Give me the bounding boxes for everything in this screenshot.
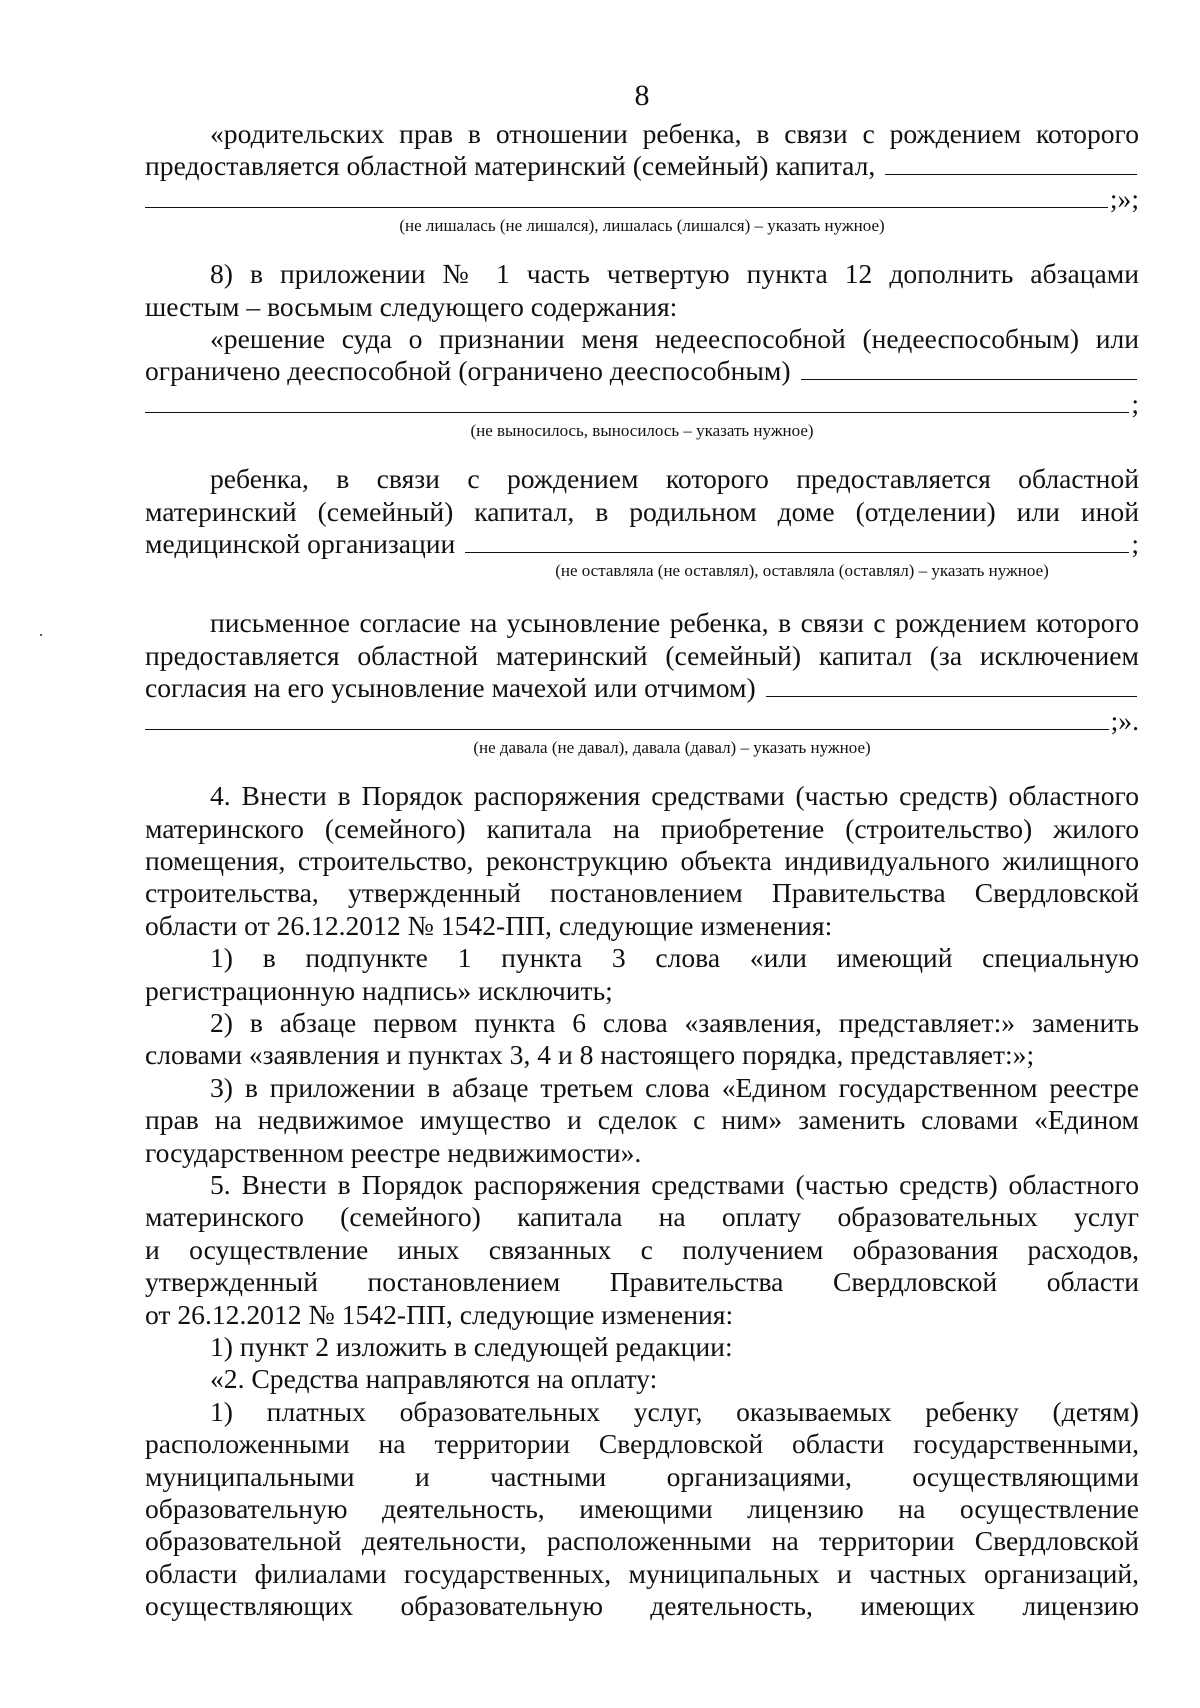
text-line: образовательную деятельность, имеющими лицензию на осуществление [145, 1493, 1139, 1525]
field-hint: (не давала (не давал), давала (давал) – указать нужное) [473, 738, 871, 758]
text-line-with-blank [145, 528, 1139, 560]
text-line: области филиалами государственных, муниципальных и частных организаций, [145, 1557, 1139, 1589]
text-line: осуществляющих образовательную деятельность, имеющих лицензию [145, 1590, 1139, 1622]
text-line: «решение суда о признании меня недееспособной (недееспособным) или [210, 323, 1139, 355]
section-4 [145, 780, 1139, 1169]
text-line-with-blank [145, 150, 1139, 182]
text-line-with-blank [145, 355, 1139, 387]
field-hint: (не оставляла (не оставлял), оставляла (оставлял) – указать нужное) [555, 561, 1049, 581]
text-line: регистрационную надпись» исключить; [145, 974, 613, 1006]
text-line: 2) в абзаце первом пункта 6 слова «заявления, представляет:» заменить [210, 1006, 1139, 1038]
text-line: строительства, утвержденный постановлением Правительства Свердловской [145, 877, 1139, 909]
text-line-with-blank [145, 672, 1139, 704]
text-line: государственном реестре недвижимости». [145, 1136, 642, 1168]
text-line: предоставляется областной материнский (семейный) капитал (за исключением [145, 639, 1139, 671]
blank-line [801, 378, 1137, 380]
text-line: материнского (семейного) капитала на оплату образовательных услуг [145, 1201, 1139, 1233]
text-fragment: ограничено дееспособной (ограничено дееспособным) [145, 355, 791, 387]
text-line: ребенка, в связи с рождением которого предоставляется областной [210, 463, 1139, 495]
blank-line [145, 411, 1129, 413]
text-fragment: медицинской организации [145, 528, 456, 560]
text-line: и осуществление иных связанных с получением образования расходов, [145, 1233, 1139, 1265]
text-fragment: предоставляется областной материнский (семейный) капитал, [145, 150, 876, 182]
text-line: 5. Внести в Порядок распоряжения средствами (частью средств) областного [210, 1168, 1139, 1200]
text-line: муниципальными и частными организациями, осуществляющими [145, 1460, 1139, 1492]
blank-line [465, 551, 1129, 553]
text-line: 1) пункт 2 изложить в следующей редакции: [210, 1331, 733, 1362]
text-line: 3) в приложении в абзаце третьем слова «Едином государственном реестре [210, 1071, 1139, 1103]
blank-row [145, 705, 1139, 737]
document-body [145, 118, 1139, 1623]
line-ending: ; [1131, 528, 1139, 560]
text-line: письменное согласие на усыновление ребенка, в связи с рождением которого [210, 607, 1139, 639]
field-hint: (не лишалась (не лишался), лишалась (лишался) – указать нужное) [399, 216, 885, 236]
text-line: 1) платных образовательных услуг, оказываемых ребенку (детям) [210, 1395, 1139, 1427]
text-line: материнский (семейный) капитал, в родильном доме (отделении) или иной [145, 495, 1139, 527]
text-line: материнского (семейного) капитала на приобретение (строительство) жилого [145, 812, 1139, 844]
section-5 [145, 1169, 1139, 1623]
text-line: «2. Средства направляются на оплату: [210, 1363, 658, 1395]
text-line: 1) в подпункте 1 пункта 3 слова «или имеющий специальную [210, 942, 1139, 974]
text-fragment: согласия на его усыновление мачехой или отчимом) [145, 672, 756, 704]
line-ending: ; [1131, 387, 1139, 419]
field-hint: (не выносилось, выносилось – указать нужное) [470, 421, 814, 441]
blank-line [145, 728, 1109, 730]
text-line: шестым – восьмым следующего содержания: [145, 290, 678, 322]
text-line: расположенными на территории Свердловской области государственными, [145, 1428, 1139, 1460]
blank-line [766, 695, 1137, 697]
text-line: 8) в приложении № 1 часть четвертую пункта 12 дополнить абзацами [210, 258, 1139, 290]
blank-line [885, 173, 1137, 175]
text-line: утвержденный постановлением Правительства Свердловской области [145, 1266, 1139, 1298]
text-line: словами «заявления и пунктах 3, 4 и 8 настоящего порядка, представляет:»; [145, 1039, 1035, 1071]
text-line: 4. Внести в Порядок распоряжения средствами (частью средств) областного [210, 780, 1139, 812]
blank-row [145, 388, 1139, 420]
page-number: 8 [634, 79, 650, 112]
text-line: помещения, строительство, реконструкцию объекта индивидуального жилищного [145, 844, 1139, 876]
line-ending: ;»; [1109, 182, 1139, 214]
text-line: области от 26.12.2012 № 1542-ПП, следующие изменения: [145, 909, 833, 941]
text-line: образовательной деятельности, расположенными на территории Свердловской [145, 1525, 1139, 1557]
text-line: прав на недвижимое имущество и сделок с ним» заменить словами «Едином [145, 1104, 1139, 1136]
text-line: от 26.12.2012 № 1542-ПП, следующие изменения: [145, 1298, 734, 1330]
blank-line [145, 206, 1108, 208]
line-ending: ;». [1110, 704, 1139, 736]
blank-row [145, 183, 1139, 215]
scan-speck [40, 634, 42, 636]
text-line: «родительских прав в отношении ребенка, в связи с рождением которого [210, 118, 1139, 149]
